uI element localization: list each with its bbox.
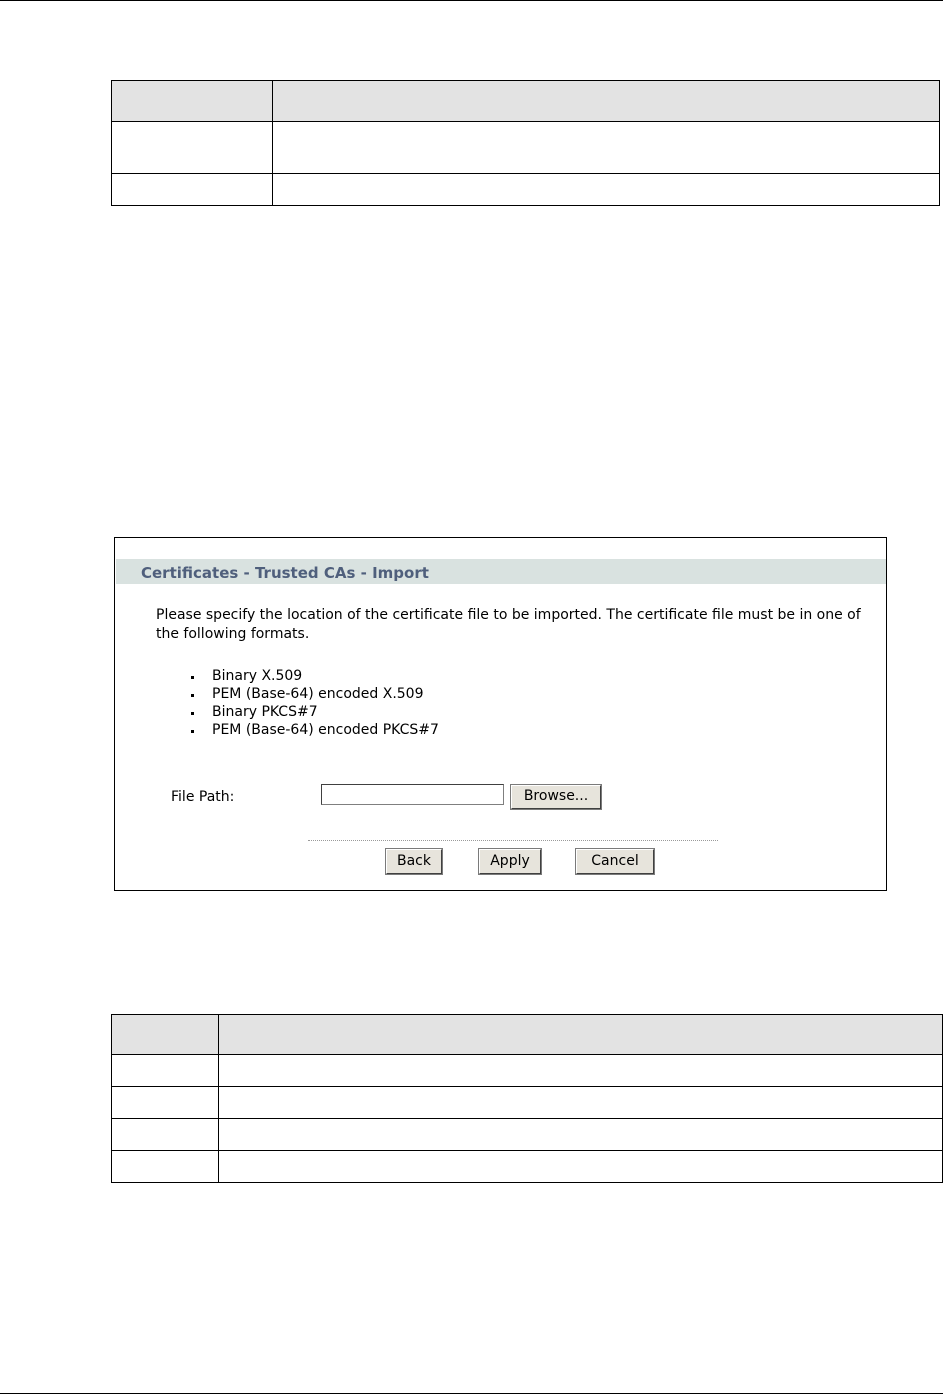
back-button[interactable]: Back bbox=[386, 849, 442, 874]
table-cell bbox=[112, 81, 273, 122]
table-cell bbox=[112, 122, 273, 174]
cancel-button[interactable]: Cancel bbox=[576, 849, 654, 874]
file-path-label: File Path: bbox=[171, 789, 235, 805]
table-cell bbox=[273, 122, 940, 174]
table-cell bbox=[219, 1015, 943, 1055]
table-cell bbox=[219, 1119, 943, 1151]
file-path-input[interactable] bbox=[321, 784, 504, 805]
list-item: PEM (Base-64) encoded PKCS#7 bbox=[191, 721, 439, 739]
panel-title-bar bbox=[116, 559, 886, 584]
import-screenshot-panel bbox=[114, 537, 887, 891]
page-footer-rule bbox=[0, 1393, 943, 1394]
table-row bbox=[112, 174, 940, 206]
table-cell bbox=[273, 81, 940, 122]
table-cell bbox=[219, 1151, 943, 1183]
bullet-icon bbox=[191, 676, 194, 679]
lower-table bbox=[111, 1014, 943, 1183]
instructions-text: Please specify the location of the certificate file to be imported. The certificate file must be in one of the following formats. bbox=[156, 607, 861, 642]
table-header-row bbox=[112, 1015, 943, 1055]
page-header-rule bbox=[0, 0, 943, 1]
table-row bbox=[112, 122, 940, 174]
bullet-icon bbox=[191, 712, 194, 715]
table-cell bbox=[112, 1055, 219, 1087]
table-cell bbox=[112, 174, 273, 206]
apply-button[interactable]: Apply bbox=[479, 849, 541, 874]
table-cell bbox=[112, 1015, 219, 1055]
table-row bbox=[112, 1087, 943, 1119]
format-list bbox=[191, 667, 439, 739]
table-row bbox=[112, 1151, 943, 1183]
bullet-icon bbox=[191, 694, 194, 697]
table-cell bbox=[112, 1087, 219, 1119]
table-cell bbox=[219, 1087, 943, 1119]
list-item: Binary PKCS#7 bbox=[191, 703, 439, 721]
bullet-icon bbox=[191, 730, 194, 733]
table-cell bbox=[273, 174, 940, 206]
browse-button[interactable]: Browse... bbox=[511, 785, 601, 809]
list-item: PEM (Base-64) encoded X.509 bbox=[191, 685, 439, 703]
table-cell bbox=[112, 1119, 219, 1151]
list-item: Binary X.509 bbox=[191, 667, 439, 685]
table-cell bbox=[219, 1055, 943, 1087]
upper-table bbox=[111, 80, 940, 206]
table-row bbox=[112, 1055, 943, 1087]
table-header-row bbox=[112, 81, 940, 122]
page-title: Certificates - Trusted CAs - Import bbox=[141, 564, 429, 582]
table-row bbox=[112, 1119, 943, 1151]
table-cell bbox=[112, 1151, 219, 1183]
divider bbox=[308, 840, 718, 841]
